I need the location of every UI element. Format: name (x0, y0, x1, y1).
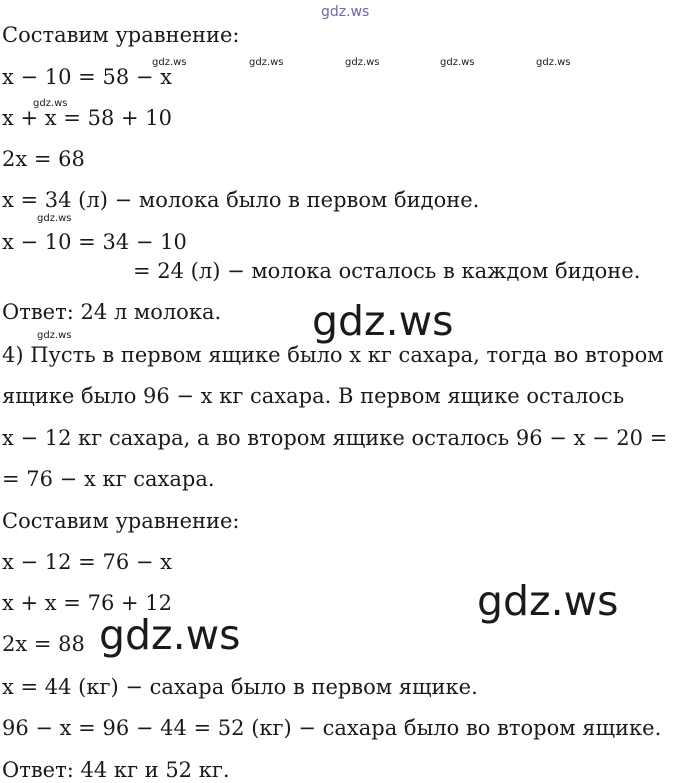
watermark: gdz.ws (37, 330, 72, 341)
watermark: gdz.ws (99, 611, 241, 659)
text-line-equation: 2x = 88 (2, 632, 85, 656)
text-line-answer: Ответ: 24 л молока. (2, 300, 222, 324)
watermark: gdz.ws (249, 57, 284, 68)
watermark: gdz.ws (33, 98, 68, 109)
text-line-equation: x − 12 = 76 − x (2, 550, 172, 574)
text-line-answer: Ответ: 44 кг и 52 кг. (2, 758, 230, 782)
text-line-equation: x + x = 76 + 12 (2, 591, 172, 615)
watermark: gdz.ws (345, 57, 380, 68)
watermark: gdz.ws (440, 57, 475, 68)
text-line-problem: ящике было 96 − x кг сахара. В первом ящике осталось (2, 384, 625, 408)
text-line-equation: x = 44 (кг) − сахара было в первом ящике. (2, 675, 478, 699)
text-line-equation: 96 − x = 96 − 44 = 52 (кг) − сахара было во втором ящике. (2, 716, 662, 740)
text-line-equation: 2x = 68 (2, 147, 85, 171)
text-line-equation: = 24 (л) − молока осталось в каждом бидоне. (133, 259, 641, 283)
watermark: gdz.ws (536, 57, 571, 68)
watermark: gdz.ws (152, 57, 187, 68)
watermark: gdz.ws (37, 213, 72, 224)
text-line-equation: x = 34 (л) − молока было в первом бидоне. (2, 188, 480, 212)
watermark: gdz.ws (477, 577, 619, 625)
text-line-problem: 4) Пусть в первом ящике было x кг сахара, тогда во втором (2, 343, 664, 367)
text-line-heading-equation: Составим уравнение: (2, 509, 240, 533)
text-line-problem: x − 12 кг сахара, а во втором ящике осталось 96 − x − 20 = (2, 426, 668, 450)
text-line-heading-equation: Составим уравнение: (2, 23, 240, 47)
text-line-equation: x − 10 = 58 − x (2, 65, 172, 89)
text-line-equation: x − 10 = 34 − 10 (2, 230, 187, 254)
watermark: gdz.ws (312, 297, 454, 345)
watermark: gdz.ws (321, 4, 370, 20)
text-line-equation: x + x = 58 + 10 (2, 106, 172, 130)
text-line-problem: = 76 − x кг сахара. (2, 467, 215, 491)
